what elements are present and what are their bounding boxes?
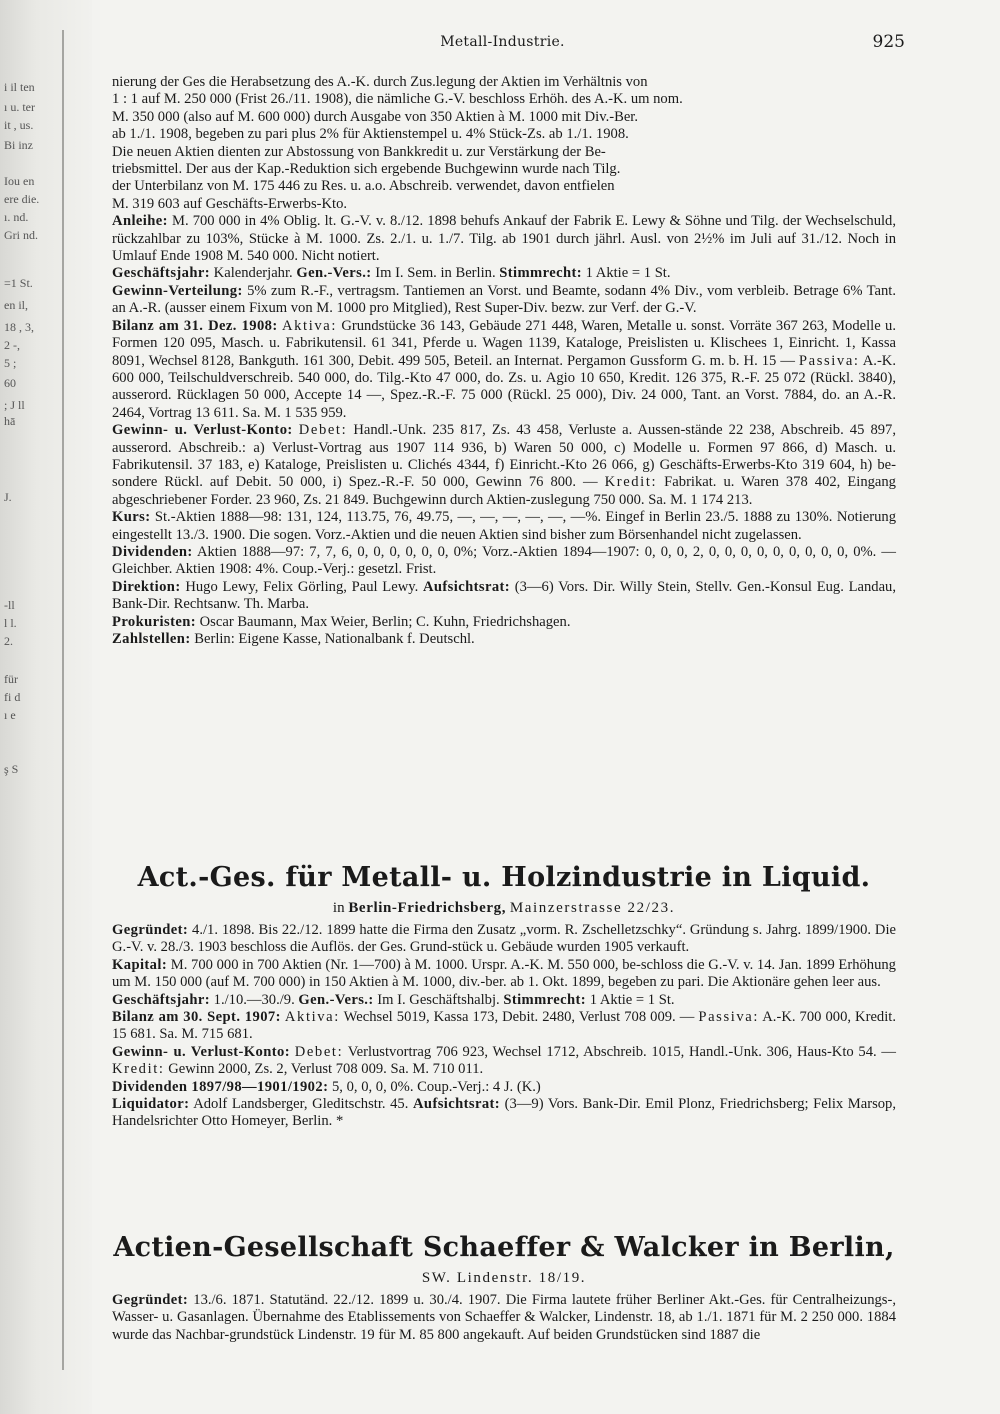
gewinn-verteilung-entry (112, 283, 896, 318)
entry-text: A.-K. 700 000, Kredit. 15 681. Sa. M. 715 681. (112, 1009, 896, 1043)
address-street: SW. Lindenstr. 18/19. (421, 1270, 587, 1286)
end-mark: * (335, 1113, 344, 1130)
entry-label: Geschäftsjahr: (112, 991, 211, 1008)
entry-label: Aufsichtsrat: (412, 1096, 501, 1113)
entry-label: Kurs: (112, 509, 151, 526)
entry-label: Kapital: (112, 956, 168, 973)
margin-fragment: 18 , 3, (4, 320, 34, 334)
liquidator-entry (112, 1096, 896, 1131)
margin-fragment: für (4, 672, 18, 686)
kapital-entry (112, 957, 896, 992)
text-line: nierung der Ges die Herabsetzung des A.-K. durch Zus.legung der Aktien im Verhältnis von (112, 74, 648, 90)
geschaeftsjahr-entry (112, 265, 896, 282)
entry-sublabel: Passiva: (798, 352, 860, 369)
entry-label: Liquidator: (112, 1096, 190, 1113)
margin-fragment: fi d (4, 690, 21, 704)
entry-sublabel: Debet: (298, 422, 348, 439)
entry-text: 1 Aktie = 1 St. (585, 265, 671, 282)
entry-text: Im I. Sem. in Berlin. (375, 265, 496, 282)
entry-label: Gen.-Vers.: (298, 991, 374, 1008)
entry-label: Gewinn-Verteilung: (112, 282, 243, 299)
bilanz-entry (112, 318, 896, 422)
zahlstellen-entry (112, 631, 896, 648)
entry-label: Bilanz am 31. Dez. 1908: (112, 317, 278, 334)
entry-text: Fabrikat. u. Waren 378 402, Eingang abgeschriebener Forder. 23 960, Zs. 21 849. Buchgewinn durch Aktien-zuslegung 750 000. Sa. M. 1 174 213. (112, 474, 896, 508)
entry-text: Oscar Baumann, Max Weier, Berlin; C. Kuhn, Friedrichshagen. (199, 613, 571, 630)
entry-label: Aufsichtsrat: (422, 578, 511, 595)
text-line: ab 1./1. 1908, begeben zu pari plus 2% für Aktienstempel u. 4% Stück-Zs. ab 1./1. 1908. (112, 126, 629, 143)
entry-sublabel: Debet: (294, 1043, 344, 1060)
entry-text: Gewinn 2000, Zs. 2, Verlust 708 009. Sa. M. 710 011. (168, 1061, 484, 1078)
margin-fragment: ; J ll (4, 398, 25, 412)
entry-sublabel: Kredit: (604, 474, 658, 491)
company-address (112, 900, 896, 917)
entry-text: 4./1. 1898. Bis 22./12. 1899 hatte die Firma den Zusatz „vorm. R. Zschelletzschky“. Gründung s. Jahrg. 1899/1900. Die G.-V. v. 28./3. 1903 beschloss die Auflös. der Ges. Grund-stück u. Gebäude wurden 1905 verkauft. (112, 922, 896, 956)
margin-fragment: 60 (4, 376, 16, 390)
text-line: M. 350 000 (also auf M. 600 000) durch Ausgabe von 350 Aktien à M. 1000 mit Div.-Ber. (112, 108, 638, 125)
entry-sublabel: Aktiva: (282, 317, 337, 334)
gegruendet-entry (112, 922, 896, 957)
text-line: M. 319 603 auf Geschäfts-Erwerbs-Kto. (112, 195, 348, 212)
margin-fragment: 5 ; (4, 356, 17, 370)
address-prefix: in (332, 900, 345, 916)
entry-text: Adolf Landsberger, Gleditschstr. 45. (193, 1096, 409, 1113)
text-line: triebsmittel. Der aus der Kap.-Reduktion sich ergebende Buchgewinn wurde nach Tilg. (112, 161, 621, 178)
address-street: Mainzerstrasse 22/23. (509, 900, 676, 916)
entry-sublabel: Kredit: (112, 1061, 165, 1078)
entry-label: Gegründet: (112, 922, 189, 938)
capital-history (112, 74, 896, 213)
bilanz-entry (112, 1009, 896, 1044)
entry-label: Stimmrecht: (503, 991, 587, 1008)
margin-fragment: en il, (4, 298, 28, 312)
entry-label: Gewinn- u. Verlust-Konto: (112, 1043, 290, 1060)
entry-label: Dividenden 1897/98—1901/1902: (112, 1078, 329, 1095)
margin-fragment: 2 -, (4, 338, 20, 352)
running-title: Metall-Industrie. (440, 34, 565, 50)
geschaeftsjahr-entry (112, 992, 896, 1009)
margin-fragment: ı e (4, 708, 16, 722)
text-line: 1 : 1 auf M. 250 000 (Frist 26./11. 1908), die nämliche G.-V. beschloss Erhöh. des A.-K. um nom. (112, 91, 683, 108)
margin-fragment: hā (4, 414, 16, 428)
entry-sublabel: Aktiva: (284, 1009, 340, 1026)
entry-text: 1./10.—30./9. (213, 991, 295, 1008)
entry-text: 1 Aktie = 1 St. (589, 991, 675, 1008)
entry-text: Wechsel 5019, Kassa 173, Debit. 2480, Verlust 708 009. — (343, 1009, 695, 1026)
gewinn-konto-entry (112, 1044, 896, 1079)
dividenden-entry (112, 1079, 896, 1096)
margin-fragment: -ll (4, 598, 15, 612)
margin-fragment: ı. nd. (4, 210, 29, 224)
entry-text: 13./6. 1871. Statutänd. 22./12. 1899 u. 30./4. 1907. Die Firma lautete früher Berliner Akt.-Ges. für Centralheizungs-, Wasser- u. Gasanlagen. Übernahme des Etablissements von Schaeffer & Walcker, Lindenstr. 18, ab 1./1. 1871 für M. 2 250 000. 1884 wurde das Nachbar-grundstück Lindenstr. 19 für M. 85 800 angekauft. Auf beiden Grundstücken sind 1887 die (112, 1292, 896, 1343)
text-line: der Unterbilanz von M. 175 446 zu Res. u. a.o. Abschreib. verwendet, davon entfielen (112, 178, 615, 195)
binding-edge (62, 30, 64, 1370)
text-line: Die neuen Aktien dienten zur Abstossung von Bankkredit u. zur Verstärkung der Be- (112, 143, 606, 160)
entry-text: Aktien 1888—97: 7, 7, 6, 0, 0, 0, 0, 0, 0, 0%; Vorz.-Aktien 1894—1907: 0, 0, 0, 2, 0, 0, 0, 0, 0, 0, 0, 0, 0, 0%. — Gleichber. Aktien 1908: 4%. Coup.-Verj.: gesetzl. Frist. (112, 543, 896, 578)
company-title: Act.-Ges. für Metall- u. Holzindustrie in Liquid. (137, 862, 871, 893)
entry-text: Hugo Lewy, Felix Görling, Paul Lewy. (185, 578, 419, 595)
margin-fragment: i il ten (4, 80, 35, 94)
anleihe-entry (112, 213, 896, 265)
entry-label: Zahlstellen: (112, 631, 191, 647)
margin-fragment: it , us. (4, 118, 34, 132)
section-schaeffer-walcker (112, 1292, 896, 1344)
margin-fragment: l l. (4, 616, 17, 630)
margin-fragment: ş S (4, 762, 19, 776)
entry-text: Im I. Geschäftshalbj. (377, 991, 500, 1008)
page-header (100, 34, 905, 56)
margin-fragment: ere die. (4, 192, 40, 206)
company-address (112, 1270, 896, 1287)
direktion-entry (112, 579, 896, 614)
entry-label: Dividenden: (112, 543, 193, 560)
entry-text: M. 700 000 in 700 Aktien (Nr. 1—700) à M. 1000. Urspr. A.-K. M. 550 000, be-schloss die G.-V. v. 14. Jan. 1899 Erhöhung um M. 150 000 (auf M. 700 000) in 150 Aktien à M. 1000, div.-ber. ab 1. Okt. 1899, begeben zu pari. Die Aktionäre gehen leer aus. (112, 956, 896, 991)
entry-text: M. 700 000 in 4% Oblig. lt. G.-V. v. 8./12. 1898 behufs Ankauf der Fabrik E. Lewy & Söhne und Tilg. der Wechselschuld, rückzahlbar zu 103%, Stücke à M. 1000. Zs. 2./1. u. 1./7. Tilg. ab 1901 durch jährl. Ausl. von 2½% im Juli auf 31./12. Noch in Umlauf Ende 1908 M. 540 000. Nicht notiert. (112, 213, 896, 265)
entry-text: A.-K. 600 000, Teilschuldverschreib. 540 000, do. Tilg.-Kto 47 000, do. Zs. u. Agio 10 650, Kredit. 126 375, R.-F. 25 072 (Rückl. 3840), ausserord. Rücklagen 50 000, Accepte 14 —, Spez.-R.-F. 75 000 (Rückl. 25 000), Div. 24 000, Tant. an Vorst. 7884, do. an A.-R. 2464, Vortrag 13 611. Sa. M. 1 535 959. (112, 352, 896, 421)
margin-fragment: Iou en (4, 174, 35, 188)
prokuristen-entry (112, 614, 896, 631)
entry-sublabel: Passiva: (698, 1009, 760, 1026)
entry-text: Handl.-Unk. 235 817, Zs. 43 458, Verluste a. Aussen-stände 22 238, Abschreib. 45 897, ausserord. Abschreib.: a) Verlust-Vortrag aus 1907 114 936, b) Waren 50 000, c) Modelle u. Formen 97 866, d) Masch. u. Fabrikutensil. 37 183, e) Kataloge, Preislisten u. Clichés 4344, f) Einricht.-Kto 26 066, g) Geschäfts-Erwerbs-Kto 319 604, h) be-sondere Rückl. auf Debit. 50 000, i) Spez.-R.-F. 50 000, Gewinn 76 800. — (112, 422, 897, 491)
margin-fragment: ı u. ter (4, 100, 35, 114)
page-number: 925 (872, 32, 905, 52)
margin-fragment: Bi inz (4, 138, 33, 152)
entry-label: Geschäftsjahr: (112, 265, 211, 282)
entry-text: Grundstücke 36 143, Gebäude 271 448, Waren, Metalle u. sonst. Vorräte 367 263, Modelle u. Formen 120 095, Masch. u. Fabrikutensil. 61 341, Pferde u. Wagen 1139, Kataloge, Preislisten u. Klischees 1, Einricht. 1, Kassa 8091, Wechsel 8128, Bankguth. 161 300, Debit. 499 505, Beteil. an Internat. Pergamon Gussform G. m. b. H. 15 — (112, 317, 896, 369)
dividenden-entry (112, 544, 896, 579)
entry-text: 5% zum R.-F., vertragsm. Tantiemen an Vorst. und Beamte, sodann 4% Div., vom verbleib. Betrage 6% Tant. an A.-R. (ausser einem Fixum von M. 1000 pro Mitglied), Rest Super-Div. bezw. zur Verf. der G.-V. (112, 282, 896, 317)
section-metal-company-continued (112, 74, 896, 648)
entry-text: 5, 0, 0, 0, 0%. Coup.-Verj.: 4 J. (K.) (332, 1078, 541, 1095)
margin-fragment: =1 St. (4, 276, 33, 290)
entry-text: Berlin: Eigene Kasse, Nationalbank f. Deutschl. (194, 631, 475, 647)
entry-label: Stimmrecht: (499, 265, 582, 282)
address-place: Berlin-Friedrichsberg, (348, 900, 507, 916)
entry-label: Prokuristen: (112, 613, 196, 630)
margin-fragment: J. (4, 490, 12, 504)
section-holzindustrie (112, 922, 896, 1131)
entry-label: Anleihe: (112, 213, 168, 230)
entry-text: St.-Aktien 1888—98: 131, 124, 113.75, 76, 49.75, —, —, —, —, —, —%. Eingef in Berlin 23./5. 1888 zu 130%. Notierung eingestellt 13./3. 1900. Die sogen. Vorz.-Aktien und die neuen Aktien sind bisher zum Börsenhandel nicht zugelassen. (112, 509, 896, 543)
margin-fragment: 2. (4, 634, 13, 648)
entry-label: Bilanz am 30. Sept. 1907: (112, 1009, 281, 1026)
company-title: Actien-Gesellschaft Schaeffer & Walcker in Berlin, (113, 1232, 895, 1263)
kurs-entry (112, 509, 896, 544)
entry-text: (3—9) Vors. Bank-Dir. Emil Plonz, Friedrichsberg; Felix Marsop, Handelsrichter Otto Homeyer, Berlin. (112, 1096, 896, 1130)
margin-fragment: Gri nd. (4, 228, 38, 242)
entry-label: Gen.-Vers.: (296, 265, 372, 282)
entry-label: Gegründet: (112, 1292, 189, 1308)
gewinn-konto-entry (112, 422, 896, 509)
entry-label: Direktion: (112, 578, 181, 595)
entry-text: (3—6) Vors. Dir. Willy Stein, Stellv. Gen.-Konsul Eug. Landau, Bank-Dir. Rechtsanw. Th. Marba. (112, 578, 896, 613)
entry-label: Gewinn- u. Verlust-Konto: (112, 422, 293, 439)
gegruendet-entry (112, 1292, 896, 1344)
entry-text: Kalenderjahr. (213, 265, 293, 282)
entry-text: Verlustvortrag 706 923, Wechsel 1712, Abschreib. 1015, Handl.-Unk. 306, Haus-Kto 54. — (347, 1043, 896, 1060)
